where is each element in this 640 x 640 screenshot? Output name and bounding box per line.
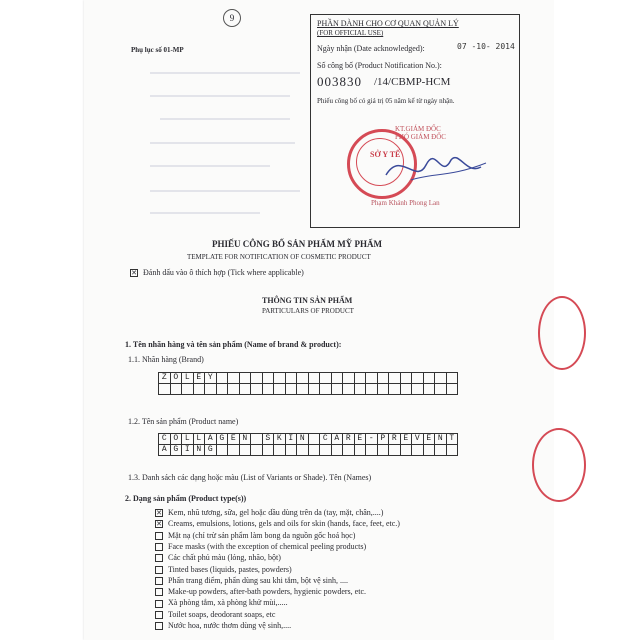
letter-box[interactable] xyxy=(435,445,447,456)
validity-note: Phiếu công bố có giá trị 05 năm kể từ ngày nhận. xyxy=(317,97,455,105)
letter-box[interactable]: N xyxy=(435,434,447,445)
form-title: PHIẾU CÔNG BỐ SẢN PHẨM MỸ PHẨM xyxy=(212,239,382,249)
letter-box[interactable]: O xyxy=(171,373,183,384)
letter-box[interactable] xyxy=(263,445,275,456)
letter-box[interactable]: A xyxy=(159,445,171,456)
option-label: Toilet soaps, deodorant soaps, etc xyxy=(168,609,276,619)
letter-box[interactable] xyxy=(332,384,344,395)
option-checkbox[interactable] xyxy=(155,611,163,619)
brand-label: 1.1. Nhãn hàng (Brand) xyxy=(128,355,204,364)
letter-box[interactable]: E xyxy=(194,373,206,384)
letter-box[interactable] xyxy=(159,384,171,395)
q1-heading: 1. Tên nhãn hàng và tên sản phẩm (Name of brand & product): xyxy=(125,340,342,349)
letter-box[interactable]: N xyxy=(194,445,206,456)
tick-checkbox: ✕ xyxy=(131,269,137,278)
letter-box[interactable] xyxy=(355,384,367,395)
product-type-option[interactable] xyxy=(155,621,291,630)
q2-heading: 2. Dạng sản phẩm (Product type(s)) xyxy=(125,494,247,503)
letter-box[interactable] xyxy=(343,445,355,456)
letter-box[interactable] xyxy=(320,445,332,456)
letter-box[interactable]: I xyxy=(286,434,298,445)
letter-box[interactable]: Z xyxy=(159,373,171,384)
signer-title-2: PHÓ GIÁM ĐỐC xyxy=(395,133,446,141)
letter-box[interactable]: V xyxy=(412,434,424,445)
letter-box[interactable] xyxy=(297,445,309,456)
letter-box[interactable]: G xyxy=(171,445,183,456)
letter-box[interactable] xyxy=(332,445,344,456)
letter-box[interactable] xyxy=(424,445,436,456)
letter-box[interactable]: C xyxy=(320,434,332,445)
letter-box[interactable] xyxy=(251,445,263,456)
form-subtitle: TEMPLATE FOR NOTIFICATION OF COSMETIC PRODUCT xyxy=(187,253,371,261)
option-label: Creams, emulsions, lotions, gels and oils for skin (hands, face, feet, etc.) xyxy=(168,519,400,529)
letter-box[interactable] xyxy=(182,384,194,395)
letter-box[interactable]: S xyxy=(263,434,275,445)
tick-note xyxy=(130,268,304,277)
letter-box[interactable] xyxy=(286,384,298,395)
product-type-option[interactable] xyxy=(155,610,275,619)
brand-grid-row2[interactable] xyxy=(158,383,458,395)
product-type-option[interactable] xyxy=(155,531,355,540)
letter-box[interactable] xyxy=(366,445,378,456)
official-use-title: PHẦN DÀNH CHO CƠ QUAN QUẢN LÝ xyxy=(317,19,459,28)
official-use-box xyxy=(310,14,520,228)
letter-box[interactable] xyxy=(343,384,355,395)
letter-box[interactable] xyxy=(240,384,252,395)
letter-box[interactable] xyxy=(194,384,206,395)
letter-box[interactable] xyxy=(320,384,332,395)
option-checkbox[interactable]: ✕ xyxy=(156,520,162,529)
letter-box[interactable] xyxy=(366,384,378,395)
option-checkbox[interactable] xyxy=(155,554,163,562)
option-checkbox[interactable] xyxy=(155,543,163,551)
letter-box[interactable] xyxy=(171,384,183,395)
option-label: Kem, nhũ tương, sữa, gel hoặc dầu dùng trên da (tay, mặt, chân,....) xyxy=(168,508,384,517)
letter-box[interactable]: T xyxy=(447,434,459,445)
letter-box[interactable]: R xyxy=(343,434,355,445)
letter-box[interactable]: E xyxy=(355,434,367,445)
date-acknowledged-label: Ngày nhận (Date acknowledged): xyxy=(317,44,425,53)
option-checkbox[interactable] xyxy=(155,577,163,585)
official-use-subtitle: (FOR OFFICIAL USE) xyxy=(317,29,384,37)
signer-title-1: KT.GIÁM ĐỐC xyxy=(395,125,441,133)
letter-box[interactable]: E xyxy=(424,434,436,445)
page-number: 9 xyxy=(223,9,241,27)
notification-number-label: Số công bố (Product Notification No.): xyxy=(317,61,442,70)
option-label: Tinted bases (liquids, pastes, powders) xyxy=(168,564,292,574)
option-label: Mặt nạ (chỉ trừ sản phẩm làm bong da nguồn gốc hoá học) xyxy=(168,530,356,540)
letter-box[interactable] xyxy=(447,384,459,395)
letter-box[interactable]: E xyxy=(228,434,240,445)
letter-box[interactable] xyxy=(274,445,286,456)
option-label: Face masks (with the exception of chemical peeling products) xyxy=(168,541,367,551)
letter-box[interactable] xyxy=(309,384,321,395)
option-label: Xà phòng tắm, xà phòng khử mùi,..... xyxy=(168,598,288,608)
variants-label: 1.3. Danh sách các dạng hoặc màu (List of Variants or Shade). Tên (Names) xyxy=(128,473,372,482)
product-type-option[interactable] xyxy=(155,508,383,517)
letter-box[interactable]: L xyxy=(194,434,206,445)
product-label: 1.2. Tên sản phẩm (Product name) xyxy=(128,417,239,426)
letter-box[interactable]: Y xyxy=(205,373,217,384)
letter-box[interactable] xyxy=(355,445,367,456)
letter-box[interactable] xyxy=(217,384,229,395)
edge-seal-bottom xyxy=(532,428,586,502)
letter-box[interactable] xyxy=(424,384,436,395)
letter-box[interactable] xyxy=(286,445,298,456)
letter-box[interactable] xyxy=(389,384,401,395)
option-checkbox[interactable] xyxy=(155,600,163,608)
option-label: Các chất phủ màu (lỏng, nhão, bột) xyxy=(168,553,281,563)
seal-text: SỞ Y TẾ xyxy=(370,150,401,159)
letter-box[interactable] xyxy=(274,384,286,395)
section-title: THÔNG TIN SẢN PHẨM xyxy=(262,296,353,305)
option-label: Nước hoa, nước thơm dùng vệ sinh,.... xyxy=(168,621,292,630)
product-type-option[interactable] xyxy=(155,576,348,585)
product-type-option[interactable] xyxy=(155,553,281,562)
letter-box[interactable] xyxy=(378,445,390,456)
section-subtitle: PARTICULARS OF PRODUCT xyxy=(262,307,354,315)
letter-box[interactable] xyxy=(401,384,413,395)
letter-box[interactable]: O xyxy=(171,434,183,445)
letter-box[interactable]: R xyxy=(389,434,401,445)
letter-box[interactable] xyxy=(447,445,459,456)
letter-box[interactable]: G xyxy=(217,434,229,445)
letter-box[interactable] xyxy=(217,445,229,456)
option-checkbox[interactable]: ✕ xyxy=(156,509,162,518)
letter-box[interactable] xyxy=(205,384,217,395)
product-grid-row2[interactable] xyxy=(158,444,458,456)
letter-box[interactable]: N xyxy=(240,434,252,445)
option-checkbox[interactable] xyxy=(155,622,163,630)
letter-box[interactable] xyxy=(389,445,401,456)
letter-box[interactable] xyxy=(263,384,275,395)
tick-note-text: Đánh dấu vào ô thích hợp (Tick where applicable) xyxy=(143,268,304,277)
letter-box[interactable] xyxy=(412,384,424,395)
product-type-option[interactable] xyxy=(155,565,292,574)
product-type-option[interactable] xyxy=(155,598,288,607)
letter-box[interactable]: C xyxy=(159,434,171,445)
signer-name: Phạm Khánh Phong Lan xyxy=(371,199,440,207)
edge-seal-top xyxy=(538,296,586,370)
letter-box[interactable] xyxy=(240,445,252,456)
letter-box[interactable]: N xyxy=(297,434,309,445)
product-type-option[interactable] xyxy=(155,542,366,551)
product-type-option[interactable] xyxy=(155,587,366,596)
letter-box[interactable] xyxy=(228,445,240,456)
letter-box[interactable] xyxy=(251,384,263,395)
date-acknowledged-value: 07 -10- 2014 xyxy=(457,42,515,51)
option-label: Make-up powders, after-bath powders, hygienic powders, etc. xyxy=(168,587,366,597)
notification-number-suffix: /14/CBMP-HCM xyxy=(374,76,451,88)
appendix-label: Phụ lục số 01-MP xyxy=(131,46,184,54)
letter-box[interactable]: L xyxy=(182,434,194,445)
notification-number-value: 003830 xyxy=(317,74,362,89)
letter-box[interactable]: A xyxy=(205,434,217,445)
product-type-option[interactable] xyxy=(155,519,400,528)
letter-box[interactable]: K xyxy=(274,434,286,445)
letter-box[interactable] xyxy=(435,384,447,395)
option-checkbox[interactable] xyxy=(155,566,163,574)
letter-box[interactable]: P xyxy=(378,434,390,445)
letter-box[interactable] xyxy=(228,384,240,395)
option-checkbox[interactable] xyxy=(155,532,163,540)
letter-box[interactable] xyxy=(309,445,321,456)
letter-box[interactable]: E xyxy=(401,434,413,445)
option-checkbox[interactable] xyxy=(155,588,163,596)
letter-box[interactable] xyxy=(378,384,390,395)
letter-box[interactable] xyxy=(297,384,309,395)
letter-box[interactable]: I xyxy=(182,445,194,456)
letter-box[interactable]: L xyxy=(182,373,194,384)
letter-box[interactable] xyxy=(401,445,413,456)
letter-box[interactable]: - xyxy=(366,434,378,445)
signature xyxy=(381,145,491,195)
option-label: Phấn trang điểm, phấn dùng sau khi tắm, bột vệ sinh, .... xyxy=(168,575,348,585)
letter-box[interactable]: A xyxy=(332,434,344,445)
letter-box[interactable]: G xyxy=(205,445,217,456)
letter-box[interactable] xyxy=(412,445,424,456)
